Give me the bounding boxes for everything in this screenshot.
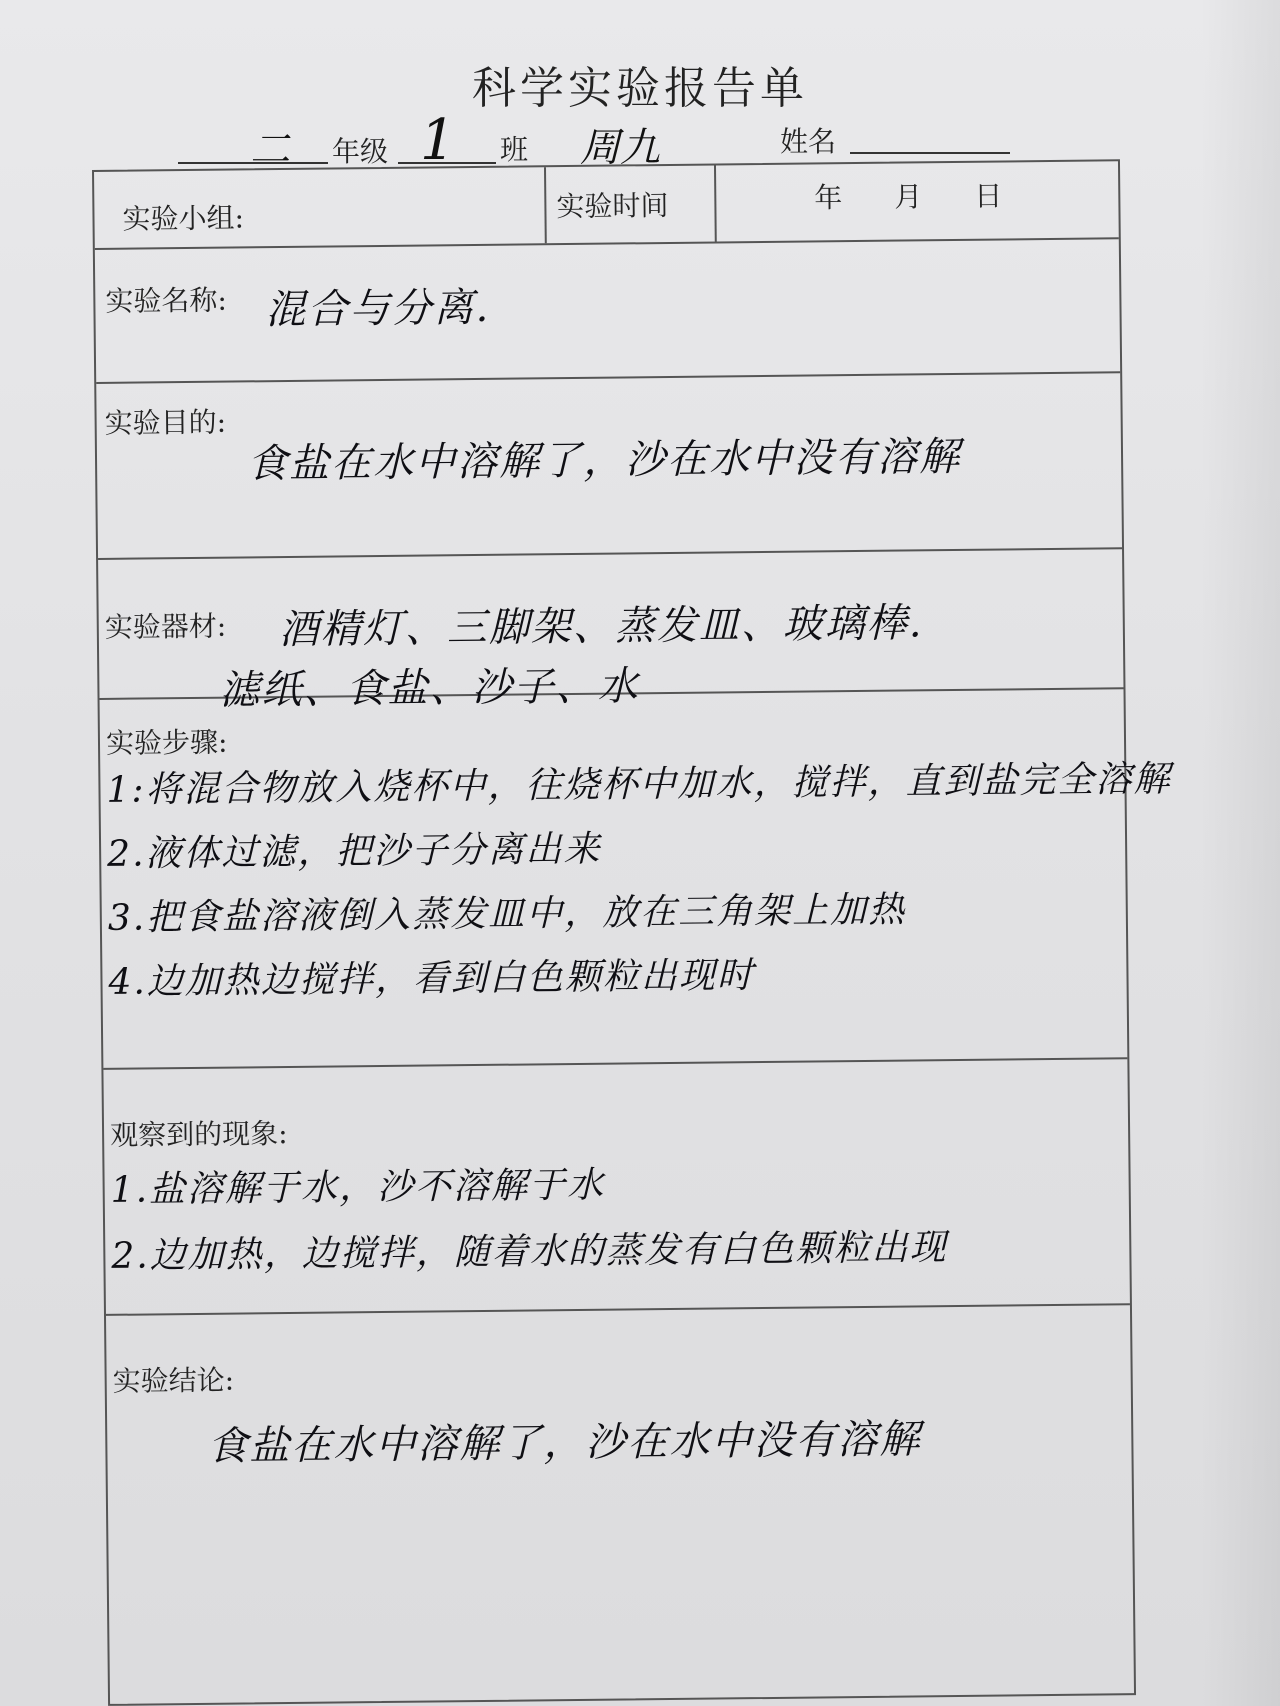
- name-underline: [850, 152, 1010, 154]
- paper-shadow: [1200, 0, 1280, 1706]
- experiment-name-label: 实验名称:: [105, 283, 227, 318]
- divider-1: [544, 167, 547, 243]
- row-group-time: [94, 161, 1119, 250]
- student-handwritten-name: 周九: [580, 125, 660, 171]
- experiment-name-value: 混合与分离.: [265, 284, 491, 334]
- steps-label: 实验步骤:: [105, 725, 228, 760]
- equipment-label: 实验器材:: [104, 609, 227, 644]
- class-value: 1: [420, 108, 456, 173]
- class-underline: [398, 162, 496, 164]
- step-3: 3.把食盐溶液倒入蒸发皿中，放在三角架上加热: [107, 889, 907, 939]
- step-1: 1:将混合物放入烧杯中，往烧杯中加水，搅拌，直到盐完全溶解: [106, 758, 1172, 811]
- step-2: 2.液体过滤，把沙子分离出来: [106, 828, 602, 875]
- divider-2: [714, 165, 717, 241]
- date-month: 月: [894, 180, 923, 214]
- observation-line-2: 2.边加热，边搅拌，随着水的蒸发有白色颗粒出现: [111, 1227, 948, 1277]
- report-table: [92, 159, 1172, 1706]
- date-day: 日: [974, 179, 1003, 213]
- time-label: 实验时间: [556, 188, 669, 224]
- grade-underline: [178, 162, 328, 164]
- equipment-line-2: 滤纸、食盐、沙子、水: [219, 663, 640, 714]
- observation-line-1: 1.盐溶解于水，沙不溶解于水: [110, 1164, 606, 1211]
- grade-value: 二: [250, 127, 290, 173]
- row-experiment-name: [95, 239, 1120, 384]
- row-observation: [103, 1059, 1130, 1316]
- equipment-line-1: 酒精灯、三脚架、蒸发皿、玻璃棒.: [278, 600, 924, 654]
- row-equipment: [98, 549, 1123, 714]
- page-title: 科学实验报告单: [472, 63, 808, 114]
- purpose-label: 实验目的:: [104, 405, 227, 440]
- observation-label: 观察到的现象:: [109, 1117, 288, 1152]
- group-label: 实验小组:: [122, 201, 245, 236]
- name-label: 姓名: [780, 125, 837, 158]
- date-year: 年: [814, 181, 843, 215]
- row-steps: [100, 689, 1172, 1070]
- class-label: 班: [500, 133, 529, 166]
- purpose-value: 食盐在水中溶解了，沙在水中没有溶解: [246, 433, 962, 488]
- row-purpose: [96, 373, 1122, 560]
- conclusion-label: 实验结论:: [112, 1363, 235, 1398]
- conclusion-value: 食盐在水中溶解了，沙在水中没有溶解: [207, 1416, 922, 1470]
- grade-label: 年级: [332, 135, 389, 168]
- row-conclusion: [106, 1305, 1134, 1706]
- step-4: 4.边加热边搅拌，看到白色颗粒出现时: [108, 955, 756, 1003]
